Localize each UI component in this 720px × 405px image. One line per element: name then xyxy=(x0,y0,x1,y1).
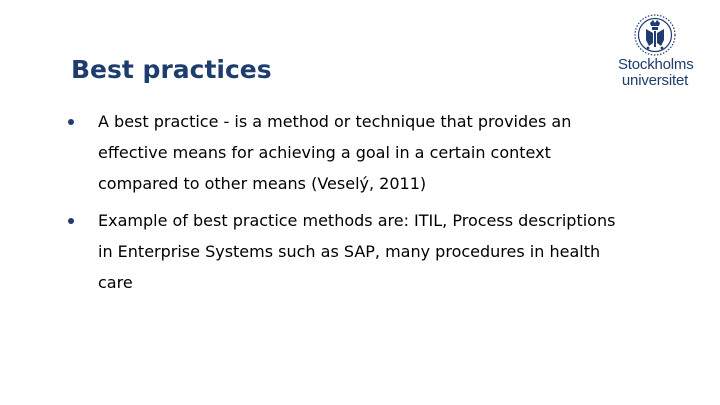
university-crest-icon xyxy=(632,12,678,58)
bullet-item xyxy=(58,106,618,199)
logo-text-stockholms: Stockholms xyxy=(618,56,694,73)
bullet-dot-icon xyxy=(68,218,74,224)
bullet-text: A best practice - is a method or technique that provides an effective means for achieving a goal in a certain context compared to other means (Veselý, 2011) xyxy=(98,112,572,193)
bullet-item xyxy=(58,205,618,298)
bullet-text: Example of best practice methods are: ITIL, Process descriptions in Enterprise Systems such as SAP, many procedures in health care xyxy=(98,211,616,292)
bullet-list xyxy=(58,106,618,304)
slide-title: Best practices xyxy=(71,55,272,84)
bullet-dot-icon xyxy=(68,119,74,125)
university-logo xyxy=(618,12,692,96)
logo-text-universitet: universitet xyxy=(621,72,689,89)
